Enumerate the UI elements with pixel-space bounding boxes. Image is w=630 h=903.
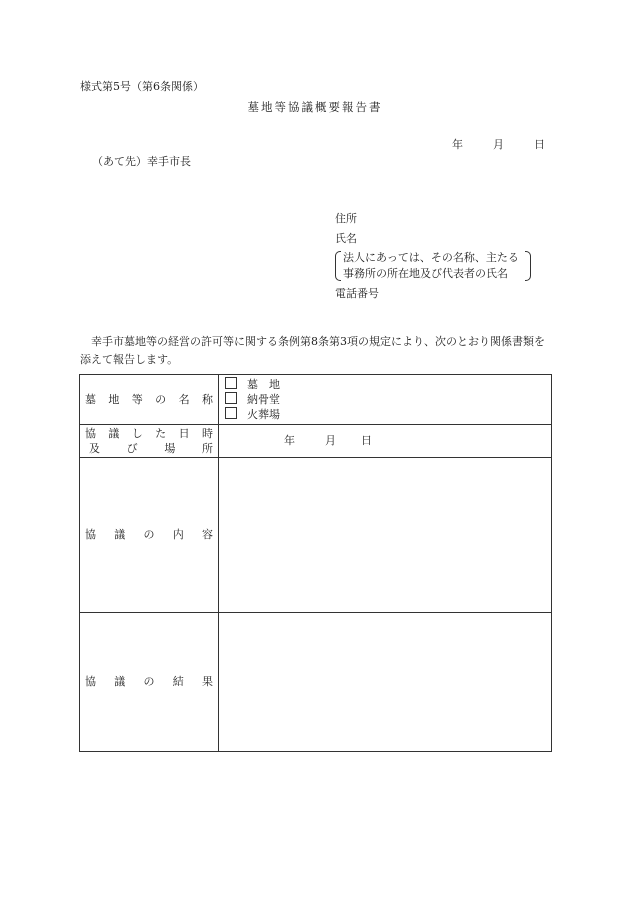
result-field[interactable] [219,613,552,752]
result-label: 協 議 の 結 果 [85,675,213,689]
datetime-label-line1: 協 議 し た 日 時 [85,427,213,440]
option-label: 火葬場 [247,408,280,421]
content-label: 協 議 の 内 容 [85,528,213,542]
result-row [80,613,552,752]
corporate-note-line1: 法人にあっては、その名称、主たる [343,251,519,264]
checkbox-icon[interactable] [225,407,237,419]
report-table [79,374,552,752]
option-crematorium[interactable] [225,407,551,422]
option-cemetery[interactable] [225,377,551,392]
facility-name-label: 墓 地 等 の 名 称 [85,392,213,406]
content-label-cell [80,458,219,613]
document-title: 墓地等協議概要報告書 [247,100,383,114]
date-day-label: 日 [534,138,545,151]
corporate-note-line2: 事務所の所在地及び代表者の氏名 [343,267,508,280]
option-label: 納骨堂 [247,393,280,406]
option-ossuary[interactable] [225,392,551,407]
facility-name-row [80,375,552,425]
datetime-year-label: 年 [284,434,295,448]
report-date [452,137,545,153]
checkbox-icon[interactable] [225,377,237,389]
date-month-label: 月 [493,138,504,151]
form-number: 様式第5号（第6条関係） [80,80,204,93]
checkbox-icon[interactable] [225,392,237,404]
content-row [80,458,552,613]
facility-options [219,375,552,425]
datetime-value-field[interactable] [219,425,552,458]
datetime-month-label: 月 [325,434,336,448]
content-field[interactable] [219,458,552,613]
datetime-label-line2: 及 び 場 所 [89,442,213,455]
facility-name-label-cell [80,375,219,425]
corporate-note [335,250,527,282]
datetime-label-cell [80,425,219,458]
result-label-cell [80,613,219,752]
addressee: （あて先）幸手市長 [92,155,191,168]
name-label: 氏名 [335,232,357,245]
date-year-label: 年 [452,138,463,151]
reporter-block [335,209,527,304]
option-label: 墓 地 [247,378,280,391]
address-label: 住所 [335,212,357,225]
datetime-row [80,425,552,458]
datetime-day-label: 日 [361,434,372,448]
phone-label: 電話番号 [335,287,379,300]
body-text: 幸手市墓地等の経営の許可等に関する条例第8条第3項の規定により、次のとおり関係書類を添えて報告します。 [80,335,545,366]
